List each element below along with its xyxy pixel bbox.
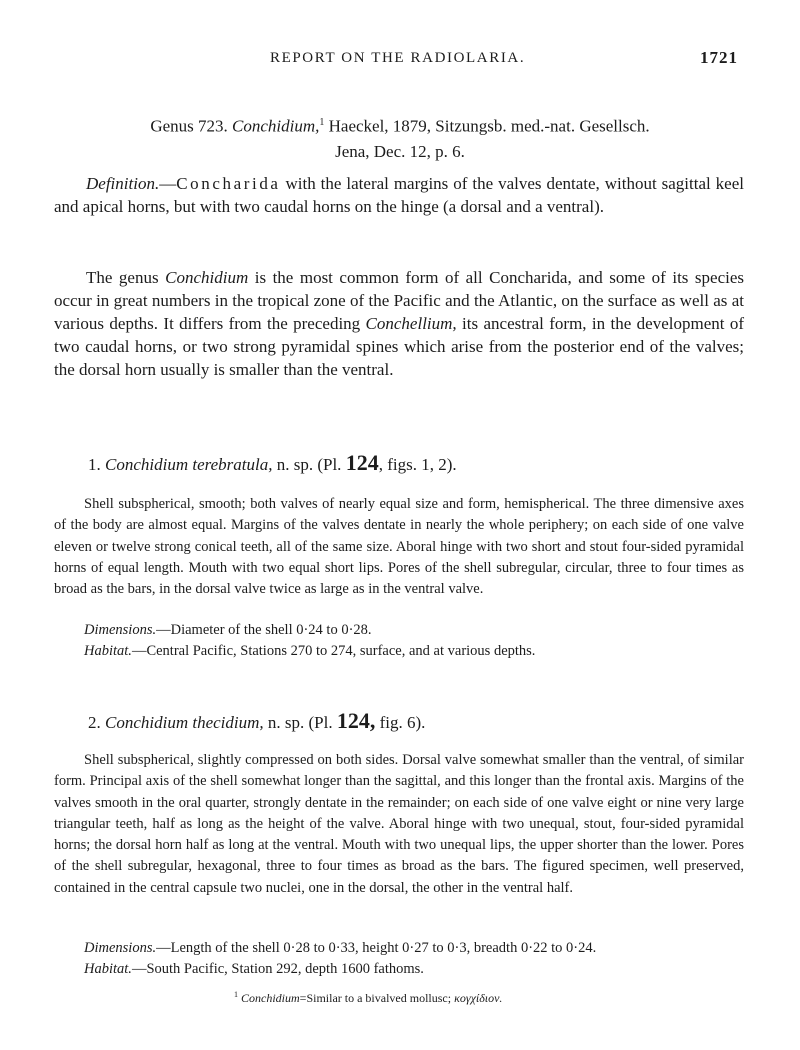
species-name: Conchidium thecidium,: [105, 713, 264, 732]
species-name: Conchidium terebratula,: [105, 455, 273, 474]
dimensions-label: Dimensions.: [84, 622, 157, 638]
species-suffix: n. sp. (Pl.: [263, 713, 337, 732]
figure-reference: fig. 6).: [375, 713, 426, 732]
species-habitat-1: [84, 641, 535, 662]
intro-text-2: is the most common form of all Concharida, and some of its species occur in great numbers in the tropical zone of the Pacific and the Atlantic, on the surface as well as at various depths. It differs from the preceding: [54, 268, 744, 333]
intro-text-1: The genus: [86, 268, 166, 287]
habitat-text: —South Pacific, Station 292, depth 1600 fathoms.: [131, 961, 424, 977]
species-habitat-2: [84, 959, 424, 980]
species-number: 1.: [88, 455, 101, 474]
definition-label: Definition.: [86, 174, 160, 193]
genus-heading: [60, 110, 740, 164]
species-heading-1: [88, 450, 457, 476]
species-description-1: [54, 494, 744, 600]
footnote-mark: 1: [234, 990, 238, 999]
species-dimensions-2: [84, 938, 596, 959]
habitat-label: Habitat.: [84, 961, 132, 977]
species-number: 2.: [88, 713, 101, 732]
plate-number: 124,: [336, 708, 376, 733]
intro-related-genus: Conchellium,: [365, 314, 457, 333]
intro-genus-name: Conchidium: [165, 268, 249, 287]
genus-heading-line1: [60, 110, 740, 139]
definition-term: Concharida: [176, 174, 281, 193]
footnote-greek: κογχίδιον.: [454, 991, 503, 1005]
species-heading-2: [88, 708, 425, 734]
species-description-2: [54, 750, 744, 899]
figure-reference: , figs. 1, 2).: [378, 455, 457, 474]
footnote-text: =Similar to a bivalved mollusc;: [299, 991, 455, 1005]
definition-text: with the lateral margins of the valves dentate, without sagittal keel and apical horns, but with two caudal horns on the hinge (a dorsal and a ventral).: [54, 174, 744, 216]
intro-text-3: its ancestral form, in the development of two caudal horns, or two strong pyramidal spines which arise from the posterior end of the valves; the dorsal horn usually is smaller than the ventral.: [54, 314, 744, 379]
dimensions-text: —Diameter of the shell 0·24 to 0·28.: [156, 622, 372, 638]
species-suffix: n. sp. (Pl.: [272, 455, 346, 474]
species-dimensions-1: [84, 620, 372, 641]
genus-citation: Haeckel, 1879, Sitzungsb. med.-nat. Gesellsch.: [324, 116, 650, 136]
dimensions-label: Dimensions.: [84, 940, 157, 956]
description-text: Shell subspherical, smooth; both valves of nearly equal size and form, hemispherical. The three dimensive axes of the body are almost equal. Margins of the valves dentate in nearly the whole periphery; on each side of one valve eleven or twelve strong conical teeth, all of the same size. Aboral hinge with two short and stout four-sided pyramidal horns of equal length. Mouth with two equal short lips. Pores of the shell subregular, circular, three to four times as broad as the bars, in the dorsal valve twice as large as in the ventral valve.: [54, 496, 744, 598]
intro-paragraph: [54, 266, 744, 381]
genus-heading-line2: Jena, Dec. 12, p. 6.: [335, 141, 465, 161]
description-text: Shell subspherical, slightly compressed on both sides. Dorsal valve somewhat smaller than the ventral, of similar form. Principal axis of the shell somewhat longer than the sagittal, and this longer than the frontal axis. Margins of the valves smooth in the oral quarter, strongly dentate in the remainder; on each side of one valve eight or nine very large triangular teeth, half as long as the height of the valve. Aboral hinge with two unequal, stout, four-sided pyramidal horns; the dorsal horn half as long at the ventral. Mouth with two unequal lips, the upper shorter than the lower. Pores of the shell subregular, hexagonal, three to four times as broad as the bars. The figured specimen, well preserved, contained in the central capsule two nuclei, one in the dorsal, the other in the ventral half.: [54, 752, 744, 896]
running-title: REPORT ON THE RADIOLARIA.: [270, 50, 526, 66]
running-header: [0, 50, 800, 70]
habitat-text: —Central Pacific, Stations 270 to 274, surface, and at various depths.: [131, 643, 536, 659]
genus-name: Conchidium,: [232, 116, 320, 136]
definition-paragraph: [54, 172, 744, 218]
page-number: 1721: [700, 48, 738, 67]
habitat-label: Habitat.: [84, 643, 132, 659]
definition-dash: —: [159, 174, 177, 193]
dimensions-text: —Length of the shell 0·28 to 0·33, height 0·27 to 0·3, breadth 0·22 to 0·24.: [156, 940, 597, 956]
genus-label: Genus 723.: [150, 116, 228, 136]
footnote-ref: 1: [319, 117, 325, 128]
footnote-term: Conchidium: [241, 991, 300, 1005]
plate-number: 124: [345, 450, 379, 475]
footnote: [234, 990, 502, 1006]
